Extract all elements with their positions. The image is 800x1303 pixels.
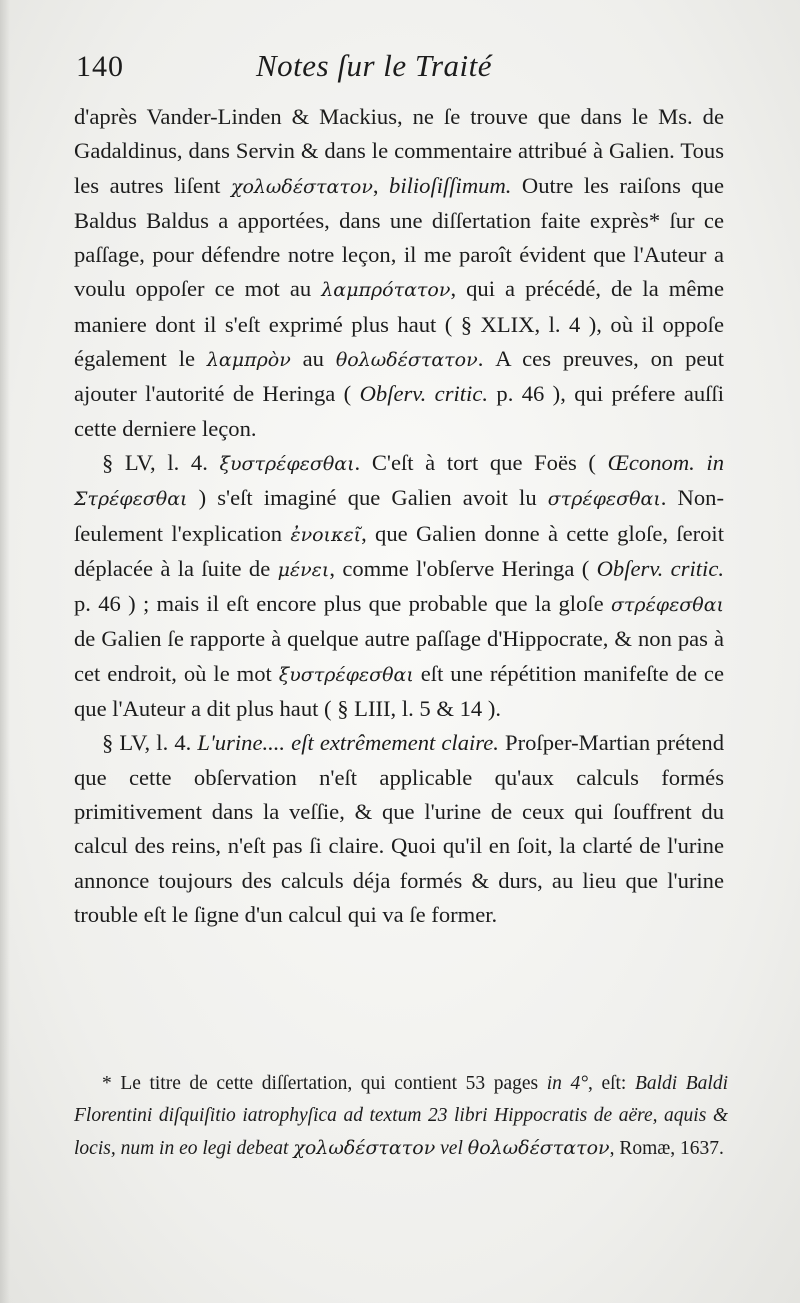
text-run: § LV, l. 4. xyxy=(102,449,220,475)
text-run: , eſt: xyxy=(588,1073,635,1094)
italic-text: L'urine.... eſt extrêmement claire. xyxy=(197,730,499,756)
text-run: d'après Vander-Linden & Mackius, ne ſe trouve que dans le Ms. de Gadaldinus, dans Servin & dans le commentaire attribué à Galien. Tous les autres liſent xyxy=(74,104,724,198)
greek-word: θολωδέστατον xyxy=(335,349,478,372)
greek-word: θολωδέστατον xyxy=(467,1137,610,1159)
text-run: , que Galien donne à cette gloſe, ſeroit déplacée à la ſuite de xyxy=(74,520,724,581)
text-run: eſt une répétition manifeſte de ce que l'Auteur a dit plus haut ( § LIII, l. 5 & 14 ). xyxy=(74,660,724,722)
text-run: p. 46 ) ; mais il eſt encore plus que probable que la gloſe xyxy=(74,591,611,617)
italic-text: Obſerv. critic. xyxy=(596,555,724,581)
text-run: . Non-ſeulement l'explication xyxy=(74,485,724,546)
page-number: 140 xyxy=(76,50,124,83)
greek-word: χολωδέστατον xyxy=(230,175,373,198)
greek-word: ἐνοικεῖ xyxy=(290,523,362,546)
greek-word: Στρέφεσθαι xyxy=(74,488,188,511)
page-gutter-shadow xyxy=(0,0,10,1303)
greek-word: ξυστρέφεσθαι xyxy=(278,663,414,686)
text-run: de Galien ſe rapporte à quelque autre paſſage d'Hippocrate, & non pas à cet endroit, où le mot xyxy=(74,626,724,686)
italic-text: Baldi Baldi Florentini diſquiſitio iatrophyſica ad textum 23 libri Hippocratis de aëre, aquis & locis, num in eo legi debeat xyxy=(74,1073,729,1159)
footnote-paragraph xyxy=(74,1068,728,1165)
text-run: Outre les raiſons que Baldus Baldus a apportées, dans une diſſertation faite exprès* ſur ce paſſage, pour défendre notre leçon, il me paroît évident que l'Auteur a voulu oppoſer ce mot au xyxy=(74,172,724,302)
body-text xyxy=(74,100,724,932)
greek-word: ξυστρέφεσθαι xyxy=(219,452,355,475)
italic-text: bilioſiſſimum. xyxy=(389,172,512,198)
text-run: Proſper-Martian prétend que cette obſervation n'eſt applicable qu'aux calculs formés primitivement dans la veſſie, & que l'urine de ceux qui ſouffrent du calcul des reins, n'eſt pas ſi claire. Quoi qu'il en ſoit, la clarté de l'urine annonce toujours des calculs déja formés & durs, au lieu que l'urine trouble eſt le ſigne d'un calcul qui va ſe former. xyxy=(74,730,724,927)
paragraph xyxy=(74,726,724,932)
footnote xyxy=(74,1068,728,1165)
text-run: , qui a précédé, de la même maniere dont il s'eſt exprimé plus haut ( § XLIX, l. 4 ), où il oppoſe également le xyxy=(74,276,724,372)
text-run: , xyxy=(372,172,390,198)
text-run: . C'eſt à tort que Foës ( xyxy=(354,449,608,475)
greek-word: λαμπρότατον xyxy=(321,279,451,302)
greek-word: χολωδέστατον xyxy=(293,1137,436,1159)
greek-word: μένει xyxy=(277,558,330,581)
page-header xyxy=(76,44,726,92)
paragraph xyxy=(74,100,724,446)
paragraph xyxy=(74,446,724,726)
text-run: , Romæ, 1637. xyxy=(609,1138,724,1159)
greek-word: στρέφεσθαι xyxy=(547,488,661,511)
text-run: § LV, l. 4. xyxy=(102,730,198,756)
running-title: Notes ſur le Traité xyxy=(256,48,492,83)
text-run: . A ces preuves, on peut ajouter l'autorité de Heringa ( xyxy=(74,346,724,407)
text-run: , comme l'obſerve Heringa ( xyxy=(329,555,597,581)
text-run: * Le titre de cette diſſertation, qui contient 53 pages xyxy=(102,1073,547,1094)
italic-text: Œconom. in xyxy=(607,449,724,475)
italic-text: in 4° xyxy=(546,1073,588,1094)
text-run: p. 46 ), qui préfere auſſi cette derniere leçon. xyxy=(74,381,724,441)
text-run: ) s'eſt imaginé que Galien avoit lu xyxy=(187,485,548,511)
greek-word: στρέφεσθαι xyxy=(610,594,724,617)
italic-text: vel xyxy=(440,1138,463,1159)
text-run: au xyxy=(290,346,336,372)
greek-word: λαμπρὸν xyxy=(206,349,291,372)
italic-text: Obſerv. critic. xyxy=(359,381,489,407)
